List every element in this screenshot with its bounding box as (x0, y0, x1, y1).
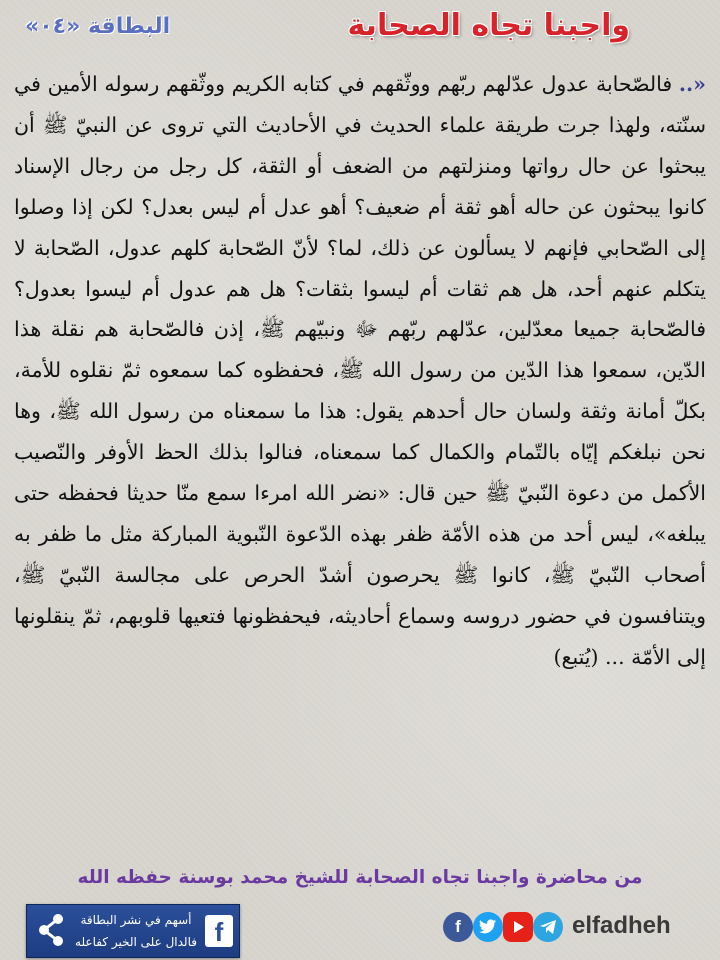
facebook-share-icon[interactable]: f (205, 915, 233, 947)
article-body (14, 64, 706, 864)
share-line-2: فالدال على الخير كفاعله (75, 935, 197, 949)
footer (0, 900, 720, 960)
opening-quote: «.. (678, 72, 706, 96)
article-text: فالصّحابة عدول عدّلهم ربّهم ووثّقهم في كتابه الكريم ووثّقهم رسوله الأمين في سنّته، ولهذا جرت طريقة علماء الحديث في الأحاديث التي تروى عن النبيّ ﷺ أن يبحثوا عن حال رواتها ومنزلتهم من الضعف أو الثقة، كل رجل من رجال الإسناد كانوا يبحثون عن حاله أهو ثقة أم ضعيف؟ أهو عدل أم ليس بعدل؟ لكن إذا وصلوا إلى الصّحابي فإنهم لا يسألون عن ذلك، لما؟ لأنّ الصّحابة كلهم عدول، الصّحابة لا يتكلم عنهم أحد، هل هم ثقات أم ليسوا بثقات؟ هل هم عدول أم ليسوا بعدول؟ فالصّحابة جميعا معدّلين، عدّلهم ربّهم ﷻ ونبيّهم ﷺ، إذن فالصّحابة هم نقلة هذا الدّين، سمعوا هذا الدّين من رسول الله ﷺ، فحفظوه كما سمعوه ثمّ نقلوه للأمة، بكلّ أمانة وثقة ولسان حال أحدهم يقول: هذا ما سمعناه من رسول الله ﷺ، وها نحن نبلغكم إيّاه بالتّمام والكمال كما سمعناه، فنالوا بذلك الحظ الأوفر والنّصيب الأكمل من دعوة النّبيّ ﷺ حين قال: «نضر الله امرءا سمع منّا حديثا فحفظه حتى يبلغه»، ليس أحد من هذه الأمّة ظفر بهذه الدّعوة النّبوية المباركة مثل ما ظفر به أصحاب النّبيّ ﷺ، كانوا ﷺ يحرصون أشدّ الحرص على مجالسة النّبيّ ﷺ، ويتنافسون في حضور دروسه وسماع أحاديثه، فيحفظونها فتعيها قلوبهم، ثمّ ينقلونها إلى الأمّة ... (يُتبع) (14, 72, 706, 669)
twitter-icon[interactable] (473, 912, 503, 942)
share-message (73, 909, 199, 953)
share-banner[interactable] (26, 904, 240, 958)
card-header (20, 8, 700, 58)
telegram-icon[interactable] (533, 912, 563, 942)
source-credit: من محاضرة واجبنا تجاه الصحابة للشيخ محمد بوسنة حفظه الله (77, 867, 643, 888)
share-icon (33, 913, 69, 949)
brand-name: elfadheh (572, 912, 671, 939)
youtube-icon[interactable] (503, 912, 533, 942)
card-title: واجبنا تجاه الصحابة (347, 8, 630, 43)
card-number-label: البطاقة «٠٤» (25, 14, 171, 39)
facebook-icon[interactable]: f (443, 912, 473, 942)
share-line-1: أسهم في نشر البطاقة (80, 913, 192, 927)
